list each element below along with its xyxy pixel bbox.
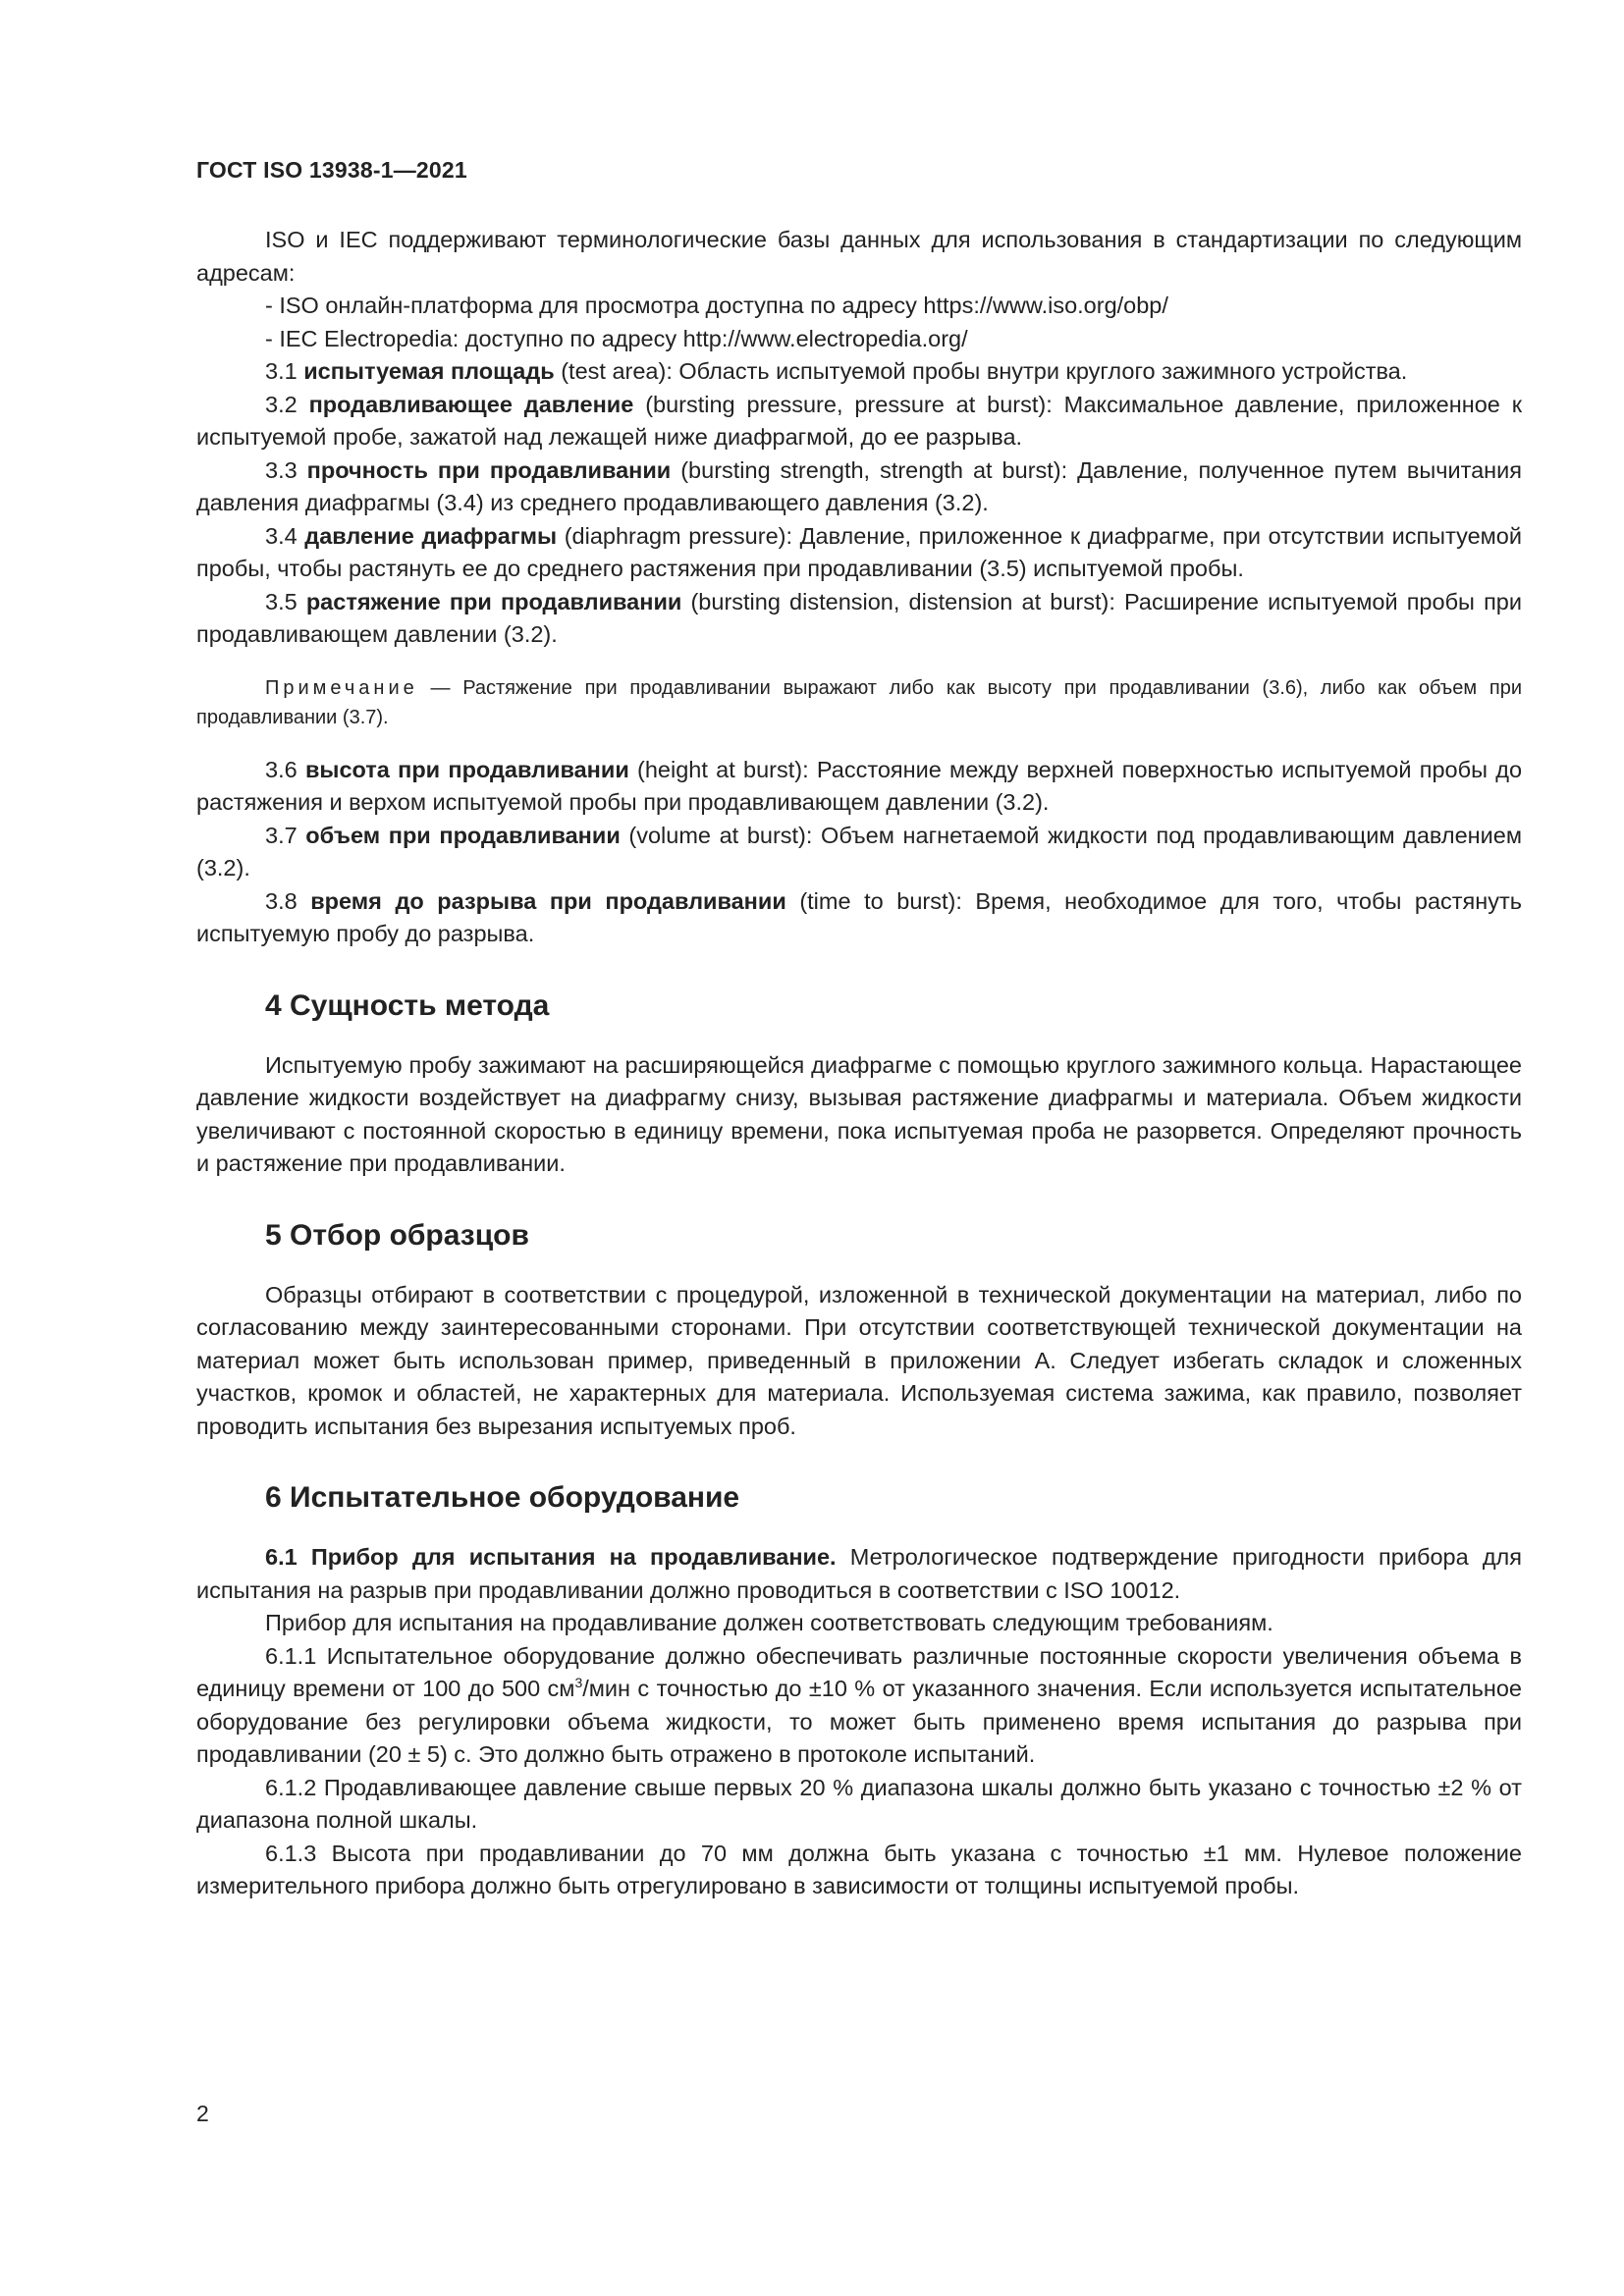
section-6-1-paragraph: 6.1 Прибор для испытания на продавливание. Метрологическое подтверждение пригодности прибора для испытания на разрыв при продавливании должно проводиться в соответствии с ISO 10012.: [196, 1544, 1522, 1603]
page-number: 2: [196, 2101, 209, 2126]
term-3-5: 3.5 растяжение при продавливании (bursting distension, distension at burst): Расширение испытуемой пробы при продавливающем давлении (3.2).: [196, 588, 1522, 647]
section-4-paragraph: Испытуемую пробу зажимают на расширяющейся диафрагме с помощью круглого зажимного кольца. Нарастающее давление жидкости воздействует на диафрагму снизу, вызывая растяжение диафрагмы и материала. Объем жидкости увеличивают с постоянной скоростью в единицу времени, пока испытуемая проба не разорвется. Определяют прочность и растяжение при продавливании.: [196, 1051, 1522, 1176]
term-name: объем при продавливании: [305, 822, 621, 848]
section-5-paragraph: Образцы отбирают в соответствии с процедурой, изложенной в технической документации на материал, либо по согласованию между заинтересованными сторонами. При отсутствии соответствующей технической документации на материал может быть использован пример, приведенный в приложении А. Следует избегать складок и сложенных участков, кромок и областей, не характерных для материала. Используемая система зажима, как правило, позволяет проводить испытания без вырезания испытуемых проб.: [196, 1281, 1522, 1439]
section-6-1-1-paragraph: 6.1.1 Испытательное оборудование должно обеспечивать различные постоянные скорости увеличения объема в единицу времени от 100 до 500 $см^3$/мин с точностью до ±10 % от указанного значения. Если используется испытательное оборудование без регулировки объема жидкости, то может быть применено время испытания до разрыва при продавливании (20 ± 5) с. Это должно быть отражено в протоколе испытаний.: [196, 1642, 1522, 1767]
document-header: ГОСТ ISO 13938-1—2021: [196, 157, 467, 183]
term-name: растяжение при продавливании: [305, 588, 682, 614]
term-name: прочность при продавливании: [306, 456, 672, 483]
term-name: время до разрыва при продавливании: [310, 887, 786, 914]
term-name: продавливающее давление: [308, 391, 634, 417]
term-name: высота при продавливании: [304, 756, 629, 782]
term-3-2: 3.2 продавливающее давление (bursting pressure, pressure at burst): Максимальное давление, приложенное к испытуемой пробе, зажатой над лежащей ниже диафрагмой, до ее разрыва.: [196, 391, 1522, 450]
section-5-title: 5 Отбор образцов: [265, 1218, 529, 1252]
section-6-title: 6 Испытательное оборудование: [265, 1481, 740, 1514]
term-name: испытуемая площадь: [303, 358, 555, 384]
note-label: Примечание: [265, 676, 418, 699]
subsection-lead: 6.1 Прибор для испытания на продавливание.: [265, 1544, 837, 1570]
note: [196, 673, 1522, 732]
term-3-7: 3.7 объем при продавливании (volume at burst): Объем нагнетаемой жидкости под продавливающим давлением (3.2).: [196, 822, 1522, 881]
term-3-3: 3.3 прочность при продавливании (bursting strength, strength at burst): Давление, полученное путем вычитания давления диафрагмы (3.4) из среднего продавливающего давления (3.2).: [196, 456, 1523, 515]
note-text: — Растяжение при продавливании выражают либо как высоту при продавливании (3.6), либо как объем при продавливании (3.7).: [196, 676, 1522, 728]
term-3-4: 3.4 давление диафрагмы (diaphragm pressure): Давление, приложенное к диафрагме, при отсутствии испытуемой пробы, чтобы растянуть ее до среднего растяжения при продавливании (3.5) испытуемой пробы.: [196, 522, 1522, 581]
section-6-paragraph: Прибор для испытания на продавливание должен соответствовать следующим требованиям.: [265, 1610, 1273, 1635]
section-6-1-2-paragraph: 6.1.2 Продавливающее давление свыше первых 20 % диапазона шкалы должно быть указано с точностью ±2 % от диапазона полной шкалы.: [196, 1774, 1522, 1833]
intro-list-item: - ISO онлайн-платформа для просмотра доступна по адресу https://www.iso.org/obp/: [265, 293, 1168, 318]
section-4-title: 4 Сущность метода: [265, 988, 550, 1022]
document-body: [196, 224, 1522, 1903]
intro-paragraph: ISO и IEC поддерживают терминологические базы данных для использования в стандартизации по следующим адресам:: [196, 227, 1522, 286]
section-6-1-3-paragraph: 6.1.3 Высота при продавливании до 70 мм должна быть указана с точностью ±1 мм. Нулевое положение измерительного прибора должно быть отрегулировано в зависимости от толщины испытуемой пробы.: [196, 1840, 1522, 1898]
term-3-6: 3.6 высота при продавливании (height at burst): Расстояние между верхней поверхностью испытуемой пробы до растяжения и верхом испытуемой пробы при продавливающем давлении (3.2).: [196, 756, 1523, 815]
term-3-8: 3.8 время до разрыва при продавливании (time to burst): Время, необходимое для того, чтобы растянуть испытуемую пробу до разрыва.: [196, 887, 1523, 946]
term-3-1: 3.1 испытуемая площадь (test area): Область испытуемой пробы внутри круглого зажимного устройства.: [265, 358, 1408, 384]
intro-list-item: - IEC Electropedia: доступно по адресу http://www.electropedia.org/: [265, 325, 968, 351]
term-name: давление диафрагмы: [304, 522, 558, 549]
